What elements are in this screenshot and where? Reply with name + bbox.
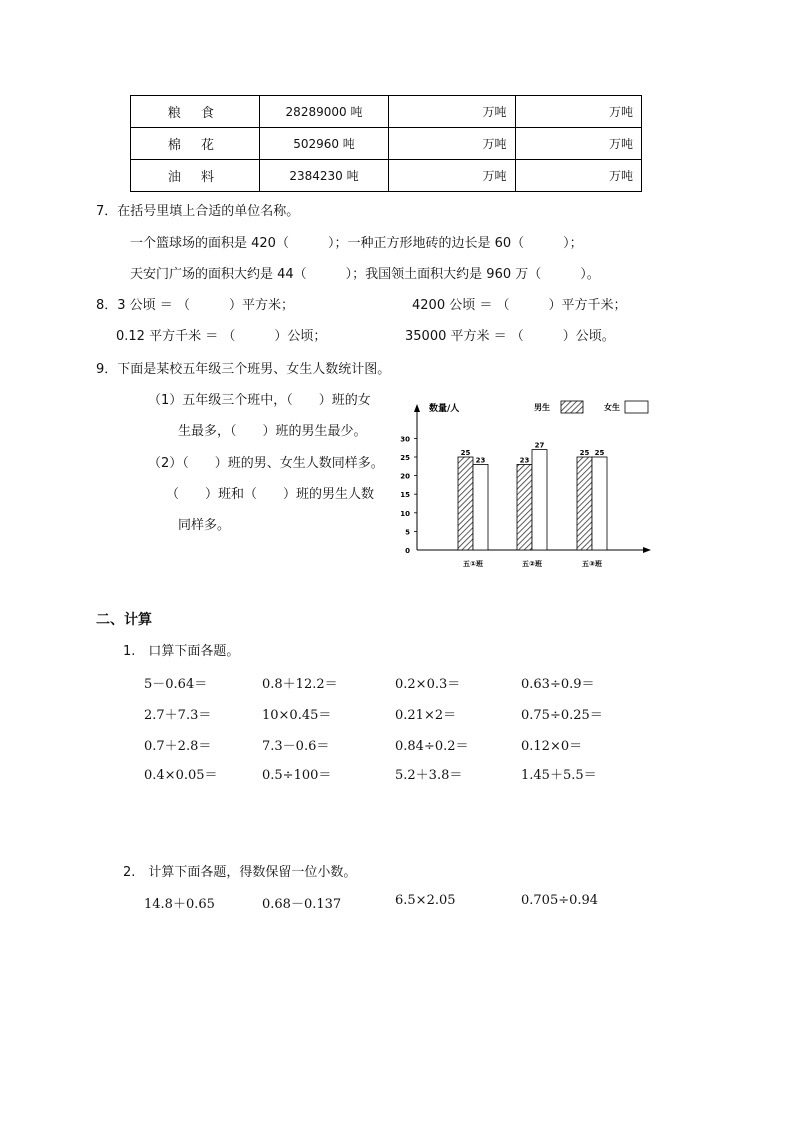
q8-c: 0.12 平方千米 ＝ （ ）公顷； <box>116 329 327 344</box>
legend-swatch-boys <box>561 401 583 413</box>
production-table <box>130 95 642 192</box>
math-item: 7.3－0.6＝ <box>262 739 330 754</box>
y-tick-label: 25 <box>400 454 410 462</box>
table-cell-wan[interactable]: 万吨 <box>389 128 516 160</box>
math-item: 0.75÷0.25＝ <box>521 708 603 723</box>
table-cell-wan[interactable]: 万吨 <box>515 160 642 192</box>
table-row <box>131 96 642 128</box>
q7-line2: 天安门广场的面积大约是 44（ ）；我国领土面积大约是 960 万（ ）。 <box>130 267 600 282</box>
table-cell-wan[interactable]: 万吨 <box>515 128 642 160</box>
table-cell-item: 油 料 <box>131 160 260 192</box>
math-item: 0.7＋2.8＝ <box>144 739 212 754</box>
calc-item: 14.8＋0.65 <box>144 897 215 912</box>
math-item: 5－0.64＝ <box>144 677 208 692</box>
table-cell-value: 28289000 吨 <box>260 96 389 128</box>
class-gender-bar-chart <box>395 390 660 575</box>
calc-item: 6.5×2.05 <box>395 893 456 908</box>
table-cell-value: 2384230 吨 <box>260 160 389 192</box>
table-cell-item: 粮 食 <box>131 96 260 128</box>
section2-title: 二、计算 <box>96 612 152 628</box>
x-category-label: 五①班 <box>463 560 483 568</box>
x-axis-arrow <box>643 547 651 553</box>
q8-a: 8．3 公顷 ＝ （ ）平方米； <box>96 298 294 313</box>
q9-sub2a: （2）（ ）班的男、女生人数同样多。 <box>148 456 384 471</box>
q8-d: 35000 平方米 ＝ （ ）公顷。 <box>405 329 615 344</box>
bar-value-label: 25 <box>460 449 471 457</box>
chart-legend <box>534 401 648 413</box>
y-tick-label: 0 <box>405 547 410 555</box>
bar-value-label: 25 <box>579 449 590 457</box>
y-axis-arrow <box>414 404 420 412</box>
y-axis-label: 数量/人 <box>429 404 460 414</box>
math-item: 0.84÷0.2＝ <box>395 739 469 754</box>
table-row <box>131 128 642 160</box>
math-item: 5.2＋3.8＝ <box>395 768 463 783</box>
legend-label-boys: 男生 <box>534 403 550 412</box>
y-tick-label: 15 <box>400 491 410 500</box>
q9-sub1b: 生最多，（ ）班的男生最少。 <box>178 424 367 439</box>
math-item: 0.5÷100＝ <box>262 768 332 783</box>
q9-sub1a: （1）五年级三个班中，（ ）班的女 <box>148 393 371 408</box>
q9-title: 9．下面是某校五年级三个班男、女生人数统计图。 <box>96 362 391 377</box>
bar-girls-2 <box>532 450 547 550</box>
q9-sub2c: 同样多。 <box>178 518 231 533</box>
bar-girls-3 <box>592 457 607 550</box>
table-cell-wan[interactable]: 万吨 <box>389 96 516 128</box>
math-item: 0.21×2＝ <box>395 708 457 723</box>
math-item: 0.12×0＝ <box>521 739 583 754</box>
math-item: 0.2×0.3＝ <box>395 677 461 692</box>
bar-girls-1 <box>473 464 488 550</box>
math-item: 2.7＋7.3＝ <box>144 708 212 723</box>
math-item: 10×0.45＝ <box>262 708 332 723</box>
table-cell-item: 棉 花 <box>131 128 260 160</box>
table-cell-wan[interactable]: 万吨 <box>389 160 516 192</box>
q2-title: 2. 计算下面各题，得数保留一位小数。 <box>123 865 357 880</box>
bar-value-label: 23 <box>475 456 486 465</box>
y-tick-label: 20 <box>400 472 410 481</box>
legend-label-girls: 女生 <box>604 403 620 412</box>
calc-item: 0.705÷0.94 <box>521 893 599 908</box>
math-item: 0.63÷0.9＝ <box>521 677 595 692</box>
bar-boys-2 <box>517 464 532 550</box>
table-cell-value: 502960 吨 <box>260 128 389 160</box>
x-category-label: 五②班 <box>522 560 542 568</box>
bar-value-label: 25 <box>594 449 605 457</box>
q7-line1: 一个篮球场的面积是 420（ ）；一种正方形地砖的边长是 60（ ）； <box>130 236 583 251</box>
bar-value-label: 23 <box>519 456 530 465</box>
y-tick-label: 5 <box>405 528 410 537</box>
bar-boys-1 <box>458 457 473 550</box>
q7-title: 7．在括号里填上合适的单位名称。 <box>96 204 300 219</box>
bar-boys-3 <box>577 457 592 550</box>
calc-item: 0.68－0.137 <box>262 897 342 912</box>
x-category-label: 五③班 <box>582 560 602 568</box>
table-cell-wan[interactable]: 万吨 <box>515 96 642 128</box>
y-tick-label: 30 <box>400 435 410 444</box>
math-item: 0.8＋12.2＝ <box>262 677 338 692</box>
q9-sub2b: （ ）班和（ ）班的男生人数 <box>166 487 375 502</box>
legend-swatch-girls <box>625 401 648 413</box>
q8-b: 4200 公顷 ＝ （ ）平方千米； <box>412 298 627 313</box>
y-tick-label: 10 <box>400 509 410 518</box>
math-item: 0.4×0.05＝ <box>144 768 218 783</box>
math-item: 1.45＋5.5＝ <box>521 768 597 783</box>
bar-value-label: 27 <box>534 441 545 450</box>
q1-title: 1. 口算下面各题。 <box>123 644 240 659</box>
table-row <box>131 160 642 192</box>
